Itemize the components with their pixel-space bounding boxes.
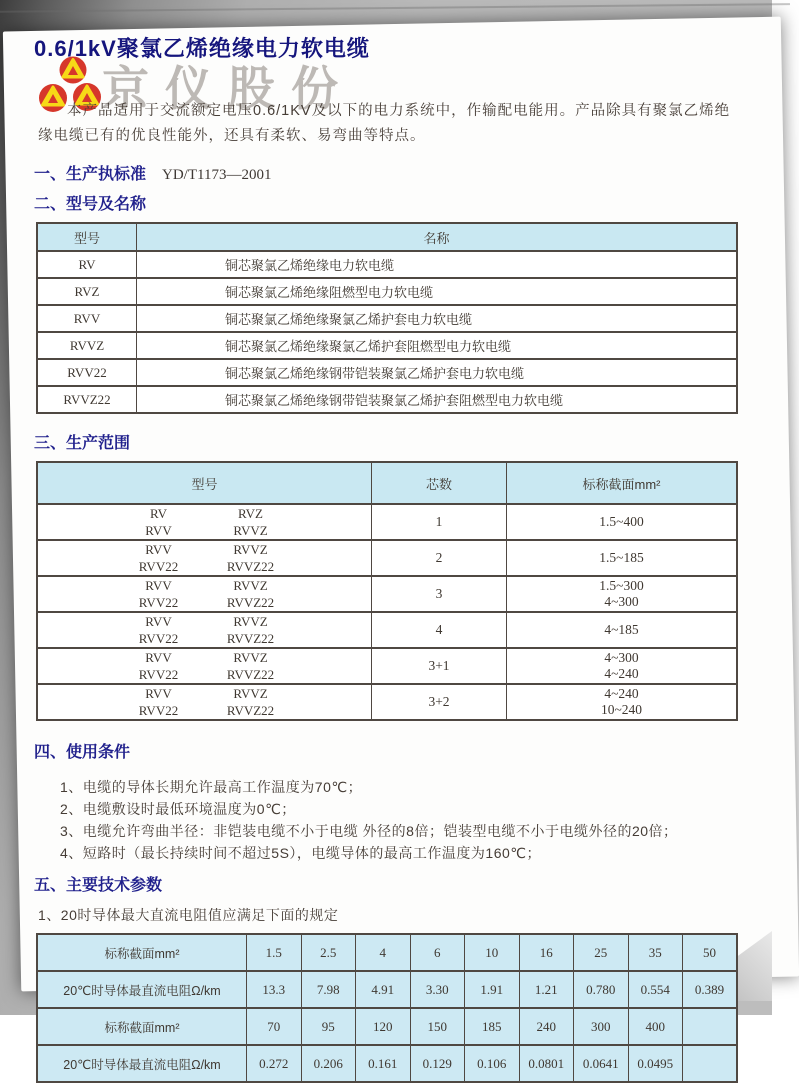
row-label: 20℃时导体最直流电阻Ω/km <box>37 971 247 1008</box>
cell-model: RVV <box>37 305 137 332</box>
table-row <box>37 540 737 576</box>
table-row <box>37 504 737 540</box>
section-heading-conditions <box>34 739 748 762</box>
section2-label: 二、型号及名称 <box>34 196 147 213</box>
cell-section: 4~240 10~240 <box>507 684 738 720</box>
section4-label: 四、使用条件 <box>34 744 131 761</box>
cell-name: 铜芯聚氯乙烯绝缘钢带铠装聚氯乙烯护套电力软电缆 <box>137 359 738 386</box>
table-row <box>37 251 737 278</box>
cell-name: 铜芯聚氯乙烯绝缘聚氯乙烯护套电力软电缆 <box>137 305 738 332</box>
condition-item: 3、电缆允许弯曲半径：非铠装电缆不小于电缆 外径的8倍；铠装型电缆不小于电缆外径的20倍； <box>60 823 678 839</box>
cell-model: RVZ <box>37 278 137 305</box>
header-model: 型号 <box>37 223 137 251</box>
cell-cores: 4 <box>372 612 507 648</box>
table-row <box>37 648 737 684</box>
cell-name: 铜芯聚氯乙烯绝缘电力软电缆 <box>137 251 738 278</box>
cell-name: 铜芯聚氯乙烯绝缘钢带铠装聚氯乙烯护套阻燃型电力软电缆 <box>137 386 738 413</box>
row-label: 20℃时导体最直流电阻Ω/km <box>37 1045 247 1082</box>
table-header-row <box>37 223 737 251</box>
cell-cores: 1 <box>372 504 507 540</box>
resistance-table <box>36 933 738 1083</box>
condition-item: 1、电缆的导体长期允许最高工作温度为70℃； <box>60 779 363 795</box>
table-row <box>37 386 737 413</box>
intro-paragraph: 本产品适用于交流额定电压0.6/1KV及以下的电力系统中，作输配电能用。产品除具有聚氯乙烯绝缘电缆已有的优良性能外，还具有柔软、易弯曲等特点。 <box>38 103 731 144</box>
table-row <box>37 684 737 720</box>
row-label: 标称截面mm² <box>37 934 247 971</box>
page-title: 0.6/1kV聚氯乙烯绝缘电力软电缆 <box>34 36 370 61</box>
cell-section: 1.5~300 4~300 <box>507 576 738 612</box>
section-heading-standard <box>34 161 748 184</box>
resistance-note: 1、20时导体最大直流电阻值应满足下面的规定 <box>38 907 339 923</box>
cell-models: RVV RVVZ RVV22 RVVZ22 <box>37 648 372 684</box>
cell-models: RVV RVVZ RVV22 RVVZ22 <box>37 684 372 720</box>
header-cores: 芯数 <box>372 462 507 504</box>
condition-item: 4、短路时（最长持续时间不超过5S），电缆导体的最高工作温度为160℃； <box>60 845 541 861</box>
cell-models: RVV RVVZ RVV22 RVVZ22 <box>37 540 372 576</box>
model-name-table <box>36 222 738 414</box>
table-row <box>37 576 737 612</box>
section-heading-parameters <box>34 872 748 895</box>
watermark-text: 京仪股份 <box>102 62 354 115</box>
table-row <box>37 278 737 305</box>
section3-label: 三、生产范围 <box>34 435 131 452</box>
cell-name: 铜芯聚氯乙烯绝缘阻燃型电力软电缆 <box>137 278 738 305</box>
table-header-row <box>37 462 737 504</box>
table-row: 标称截面mm² 1.5 2.5 4 6 10 16 25 35 50 <box>37 934 737 971</box>
section-heading-models <box>34 191 748 214</box>
cell-section: 1.5~400 <box>507 504 738 540</box>
cell-cores: 3+1 <box>372 648 507 684</box>
table-row: 20℃时导体最直流电阻Ω/km 0.272 0.206 0.161 0.129 0.106 0.0801 0.0641 0.0495 <box>37 1045 737 1082</box>
cell-cores: 3 <box>372 576 507 612</box>
header-model: 型号 <box>37 462 372 504</box>
cell-models: RV RVZ RVV RVVZ <box>37 504 372 540</box>
section-heading-range <box>34 430 748 453</box>
standard-number: YD/T1173—2001 <box>162 167 272 183</box>
table-row: 20℃时导体最直流电阻Ω/km 13.3 7.98 4.91 3.30 1.91 1.21 0.780 0.554 0.389 <box>37 971 737 1008</box>
cell-name: 铜芯聚氯乙烯绝缘聚氯乙烯护套阻燃型电力软电缆 <box>137 332 738 359</box>
cell-section: 1.5~185 <box>507 540 738 576</box>
cell-cores: 2 <box>372 540 507 576</box>
header-section: 标称截面mm² <box>507 462 738 504</box>
cell-section: 4~185 <box>507 612 738 648</box>
table-row <box>37 359 737 386</box>
cell-model: RV <box>37 251 137 278</box>
cell-model: RVVZ <box>37 332 137 359</box>
cell-cores: 3+2 <box>372 684 507 720</box>
table-row: 标称截面mm² 70 95 120 150 185 240 300 400 <box>37 1008 737 1045</box>
section1-label: 一、生产执标准 <box>34 166 147 183</box>
row-label: 标称截面mm² <box>37 1008 247 1045</box>
cell-section: 4~300 4~240 <box>507 648 738 684</box>
table-row <box>37 332 737 359</box>
condition-item: 2、电缆敷设时最低环境温度为0℃； <box>60 801 296 817</box>
table-row <box>37 305 737 332</box>
cell-model: RVVZ22 <box>37 386 137 413</box>
section5-label: 五、主要技术参数 <box>34 877 163 894</box>
cell-models: RVV RVVZ RVV22 RVVZ22 <box>37 576 372 612</box>
table-row <box>37 612 737 648</box>
back-page-edge <box>0 3 790 13</box>
production-range-table <box>36 461 738 721</box>
use-conditions-list <box>60 776 748 864</box>
header-name: 名称 <box>137 223 738 251</box>
cell-models: RVV RVVZ RVV22 RVVZ22 <box>37 612 372 648</box>
cell-model: RVV22 <box>37 359 137 386</box>
page-content <box>34 30 748 1083</box>
